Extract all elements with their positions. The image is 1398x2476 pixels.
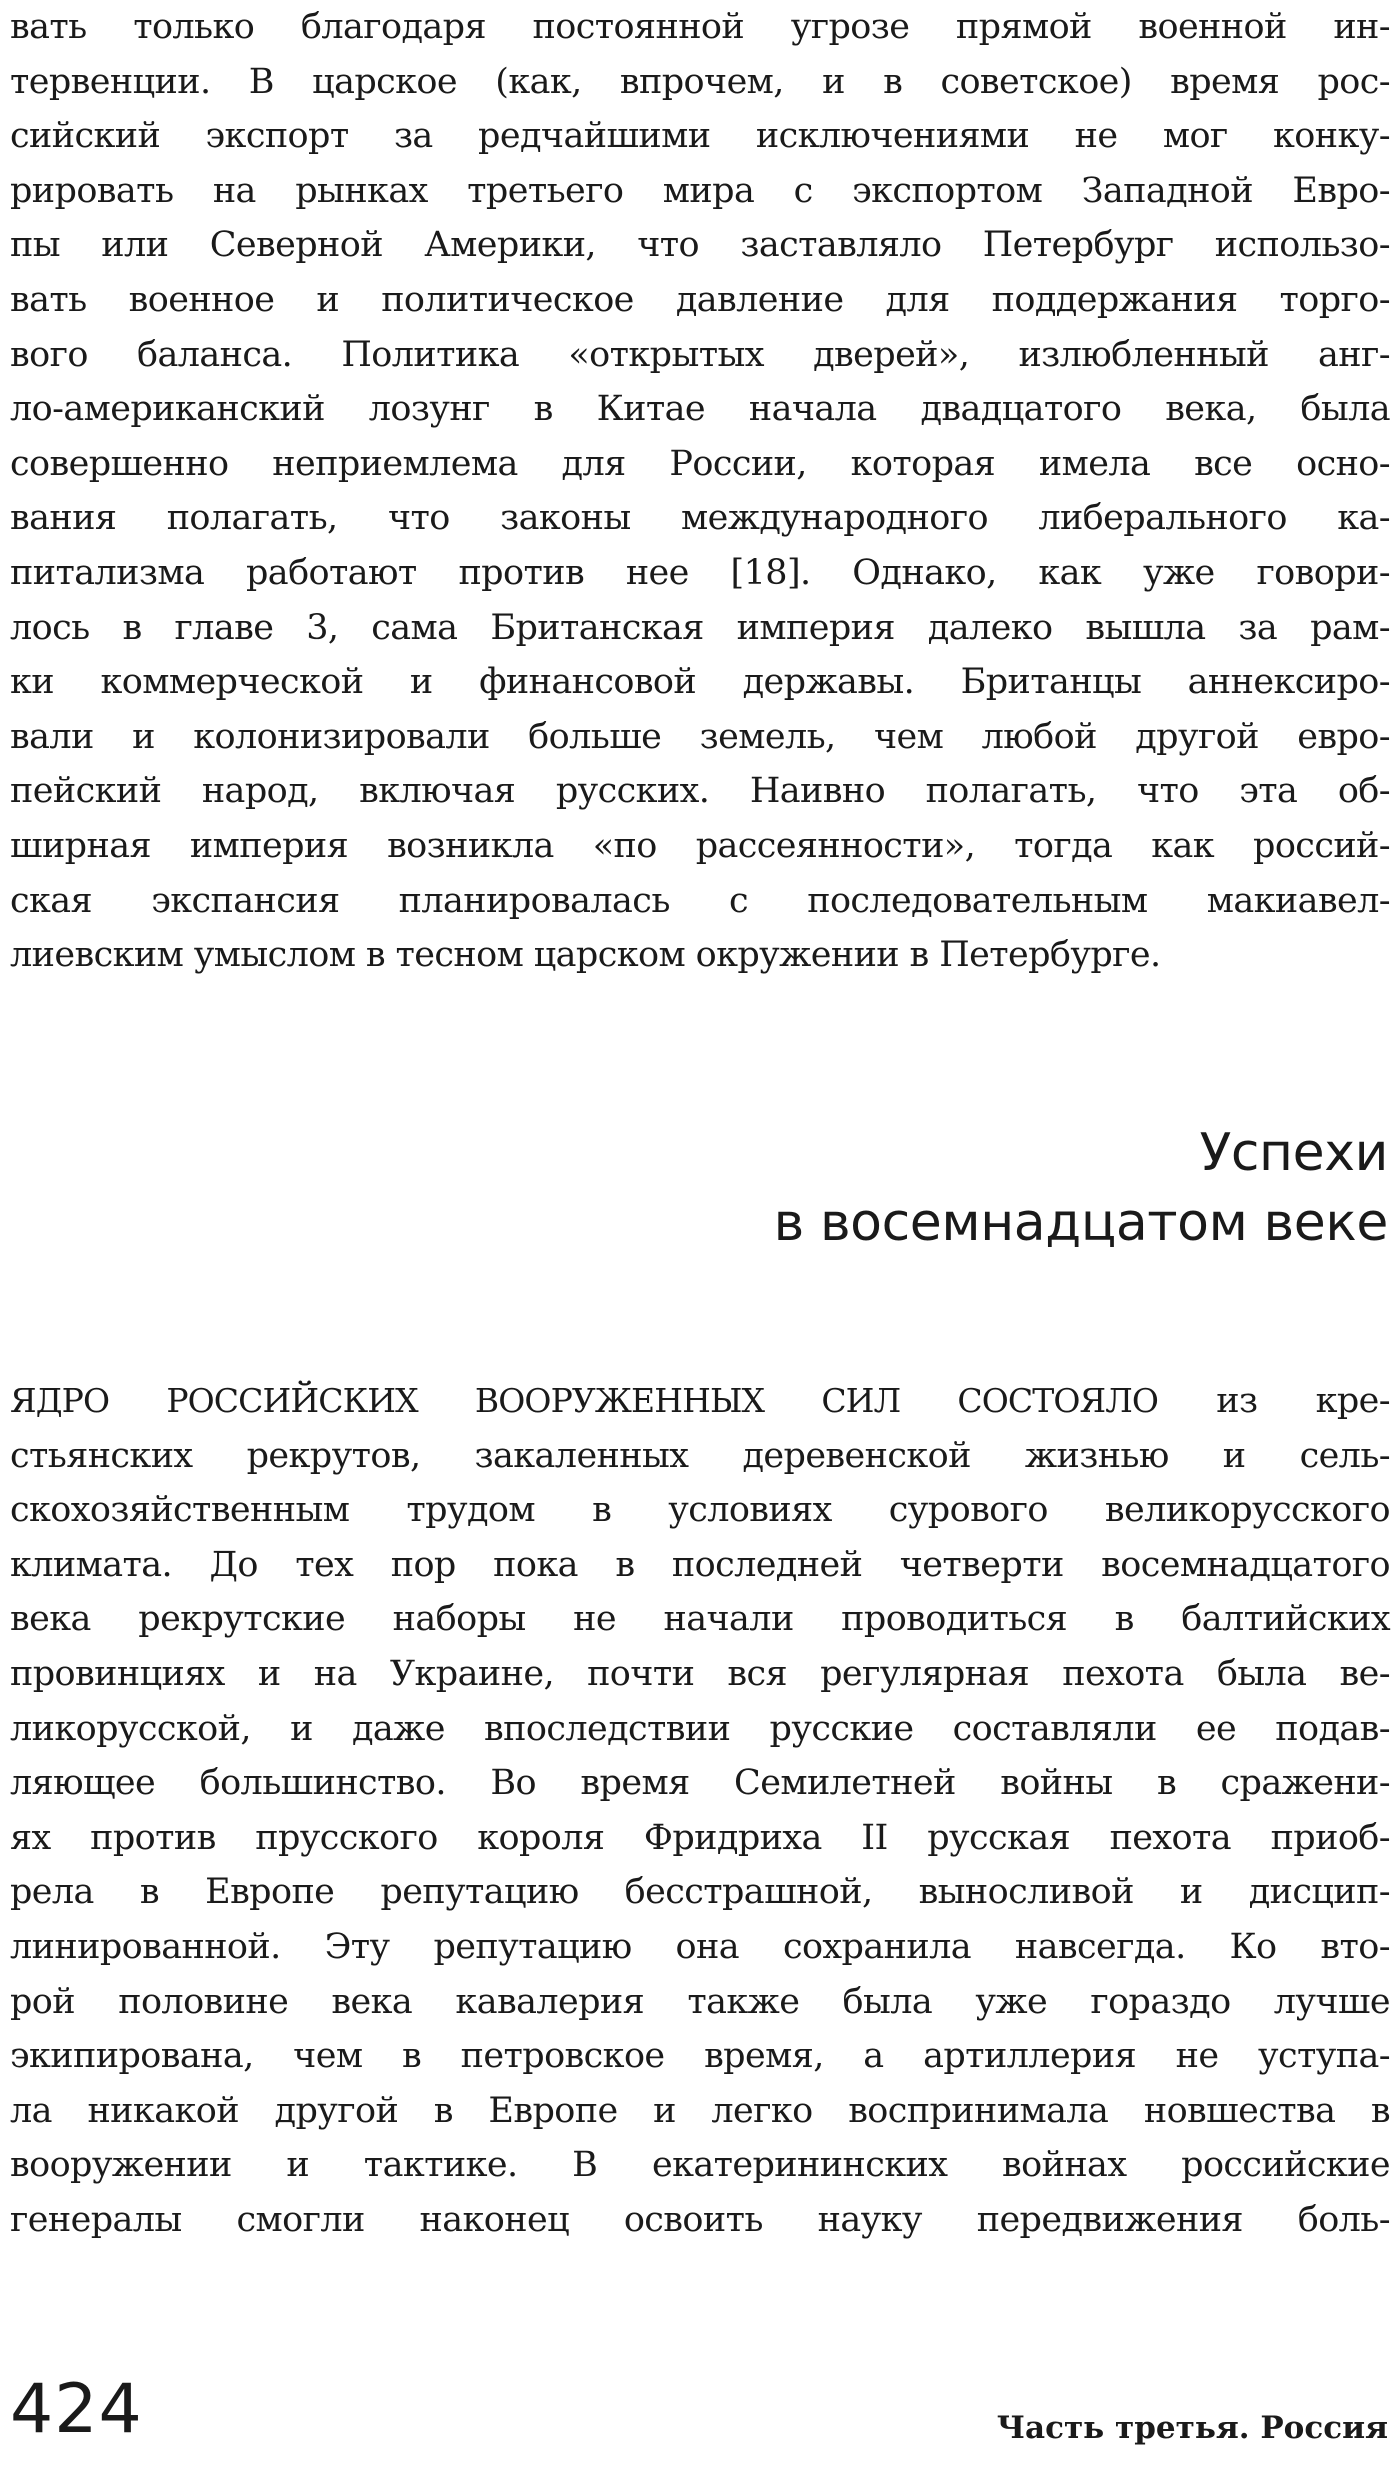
text-line: генералы смогли наконец освоить науку передвижения боль- <box>10 2199 1390 2240</box>
text-line: ляющее большинство. Во время Семилетней войны в сражени- <box>10 1763 1390 1804</box>
text-line: климата. До тех пор пока в последней четверти восемнадцатого <box>10 1544 1390 1585</box>
text-line: ширная империя возникла «по рассеянности», тогда как россий- <box>10 825 1390 866</box>
section-heading <box>774 1118 1388 1258</box>
text-line: питализма работают против нее [18]. Однако, как уже говори- <box>10 552 1390 593</box>
text-line: линированной. Эту репутацию она сохранила навсегда. Ко вто- <box>10 1926 1390 1967</box>
text-line: ях против прусского короля Фридриха II русская пехота приоб- <box>10 1817 1390 1858</box>
text-line: стьянских рекрутов, закаленных деревенской жизнью и сель- <box>10 1435 1390 1476</box>
running-footer-title: Часть третья. Россия <box>996 2410 1388 2446</box>
text-line: лось в главе 3, сама Британская империя далеко вышла за рам- <box>10 607 1390 648</box>
text-line: рой половине века кавалерия также была уже гораздо лучше <box>10 1981 1390 2022</box>
text-line: пы или Северной Америки, что заставляло Петербург использо- <box>10 225 1390 266</box>
text-line: вать только благодаря постоянной угрозе прямой военной ин- <box>10 7 1390 47</box>
text-line: ликорусской, и даже впоследствии русские составляли ее подав- <box>10 1708 1390 1749</box>
lead-in-caps: ЯДРО РОССИЙСКИХ ВООРУЖЕННЫХ СИЛ СОСТОЯЛО <box>10 1381 1159 1420</box>
text-line: скохозяйственным трудом в условиях сурового великорусского <box>10 1490 1390 1531</box>
text-line: вания полагать, что законы международного либерального ка- <box>10 498 1390 539</box>
text-line: ки коммерческой и финансовой державы. Британцы аннексиро- <box>10 662 1390 703</box>
text-line: пейский народ, включая русских. Наивно полагать, что эта об- <box>10 771 1390 812</box>
text-line: ская экспансия планировалась с последовательным макиавел- <box>10 880 1390 921</box>
text-line: тервенции. В царское (как, впрочем, и в советское) время рос- <box>10 61 1390 102</box>
text-line: вооружении и тактике. В екатерининских войнах российские <box>10 2145 1390 2186</box>
page-number: 424 <box>10 2370 143 2449</box>
text-line: провинциях и на Украине, почти вся регулярная пехота была ве- <box>10 1653 1390 1694</box>
text-line: вого баланса. Политика «открытых дверей», излюбленный анг- <box>10 334 1390 375</box>
section-heading-line: Успехи <box>1199 1123 1388 1183</box>
text-line: сийский экспорт за редчайшими исключениями не мог конку- <box>10 116 1390 157</box>
text-line: экипирована, чем в петровское время, а артиллерия не уступа- <box>10 2036 1390 2077</box>
text-line: рировать на рынках третьего мира с экспортом Западной Евро- <box>10 170 1390 211</box>
section-heading-line: в восемнадцатом веке <box>773 1193 1388 1253</box>
text-line: ло-американский лозунг в Китае начала двадцатого века, была <box>10 389 1390 430</box>
text-line: рела в Европе репутацию бесстрашной, выносливой и дисцип- <box>10 1872 1390 1913</box>
text-line: вать военное и политическое давление для поддержания торго- <box>10 279 1390 320</box>
text-line: лиевским умыслом в тесном царском окружении в Петербурге. <box>10 935 1161 976</box>
text-line: ла никакой другой в Европе и легко воспринимала новшества в <box>10 2090 1390 2131</box>
text-line: совершенно неприемлема для России, которая имела все осно- <box>10 443 1390 484</box>
section-paragraph <box>10 1374 1390 2248</box>
text-line: века рекрутские наборы не начали проводиться в балтийских <box>10 1599 1390 1640</box>
lead-in-rest: из кре- <box>1158 1381 1391 1421</box>
text-line-lead <box>10 1374 1390 1429</box>
paragraph-continued <box>10 0 1390 983</box>
text-line: вали и колонизировали больше земель, чем любой другой евро- <box>10 716 1390 757</box>
